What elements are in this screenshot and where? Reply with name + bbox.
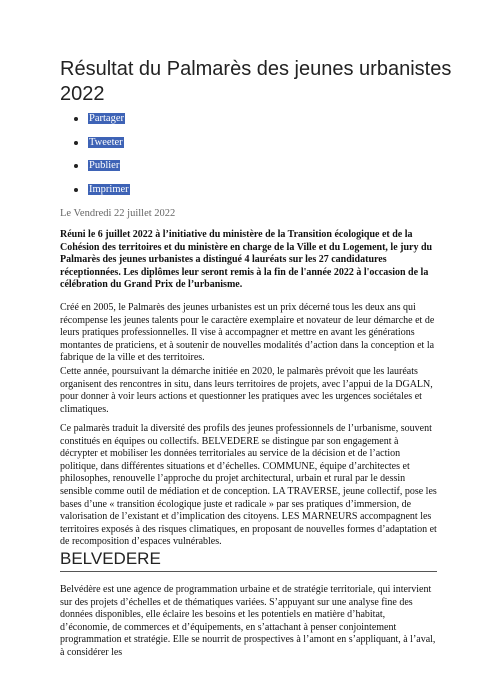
- share-item: [60, 159, 260, 183]
- section-paragraph: Belvédère est une agence de programmation urbaine et de stratégie territoriale, qui intervient sur des projets d’échelles et de thématiques variées. S’appuyant sur une analyse fine des données disponibles, elle éclaire les besoins et les potentiels en matière d’habitat, d’économie, de commerces et d’équipements, en s’attachant à penser conjointement programmation et stratégie. Elle se nourrit de prospectives à l’amont en s’appliquant, à l’aval, à considérer les: [60, 584, 436, 658]
- body-paragraph: Créé en 2005, le Palmarès des jeunes urbanistes est un prix décerné tous les deux ans qui récompense les jeunes talents pour le caractère exemplaire et novateur de leur démarche et de leurs pratiques professionnelles. Il vise à accompagner et mettre en avant les générations montantes de praticiens, et à soutenir de nouvelles modalités d’action dans la conception et la fabrique de la ville et des territoires.: [60, 302, 435, 364]
- share-link-partager[interactable]: Partager: [89, 113, 124, 124]
- share-link-imprimer[interactable]: Imprimer: [89, 183, 129, 195]
- publication-date: Le Vendredi 22 juillet 2022: [60, 208, 176, 219]
- lead-paragraph: Réuni le 6 juillet 2022 à l’initiative du ministère de la Transition écologique et de la Cohésion des territoires et du ministère en charge de la Ville et du Logement, le jury du Palmarès des jeunes urbanistes a distingué 4 lauréats sur les 27 candidatures réceptionnées. Les diplômes leur seront remis à la fin de l'année 2022 à l'occasion de la célébration du Grand Prix de l’urbanisme.: [60, 229, 433, 291]
- share-item: [60, 136, 260, 160]
- share-link-publier[interactable]: Publier: [89, 160, 120, 171]
- section-heading-belvedere: BELVEDERE: [60, 549, 437, 572]
- body-paragraph: Cette année, poursuivant la démarche initiée en 2020, le palmarès prévoit que les lauréats organisent des rencontres in situ, dans leurs territoires de projets, avec l’appui de la DGALN, pour donner à voir leurs actions et questionner les pratiques avec les urgences sociétales et climatiques.: [60, 366, 433, 415]
- share-item: [60, 183, 260, 207]
- body-paragraph: Ce palmarès traduit la diversité des profils des jeunes professionnels de l’urbanisme, souvent constitués en équipes ou collectifs. BELVEDERE se distingue par son engagement à décrypter et mobiliser les données territoriales au service de la décision et de l’action politique, dans différentes situations et d’échelles. COMMUNE, équipe d’architectes et philosophes, renouvelle l’approche du projet architectural, urbain et rural par le dessin sensible comme outil de médiation et de conception. LA TRAVERSE, jeune collectif, pose les bases d’une « transition écologique juste et radicale » par ses pratiques d’immersion, de valorisation de l’existant et d’implication des citoyens. LES MARNEURS accompagnent les territoires exposés à des risques climatiques, en proposant de nouvelles formes d’adaptation et de recomposition d’espaces vulnérables.: [60, 423, 437, 548]
- share-item: [60, 112, 260, 136]
- share-links-list: [60, 112, 260, 206]
- share-link-tweeter[interactable]: Tweeter: [89, 136, 123, 148]
- page-title: Résultat du Palmarès des jeunes urbanistes 2022: [60, 58, 452, 105]
